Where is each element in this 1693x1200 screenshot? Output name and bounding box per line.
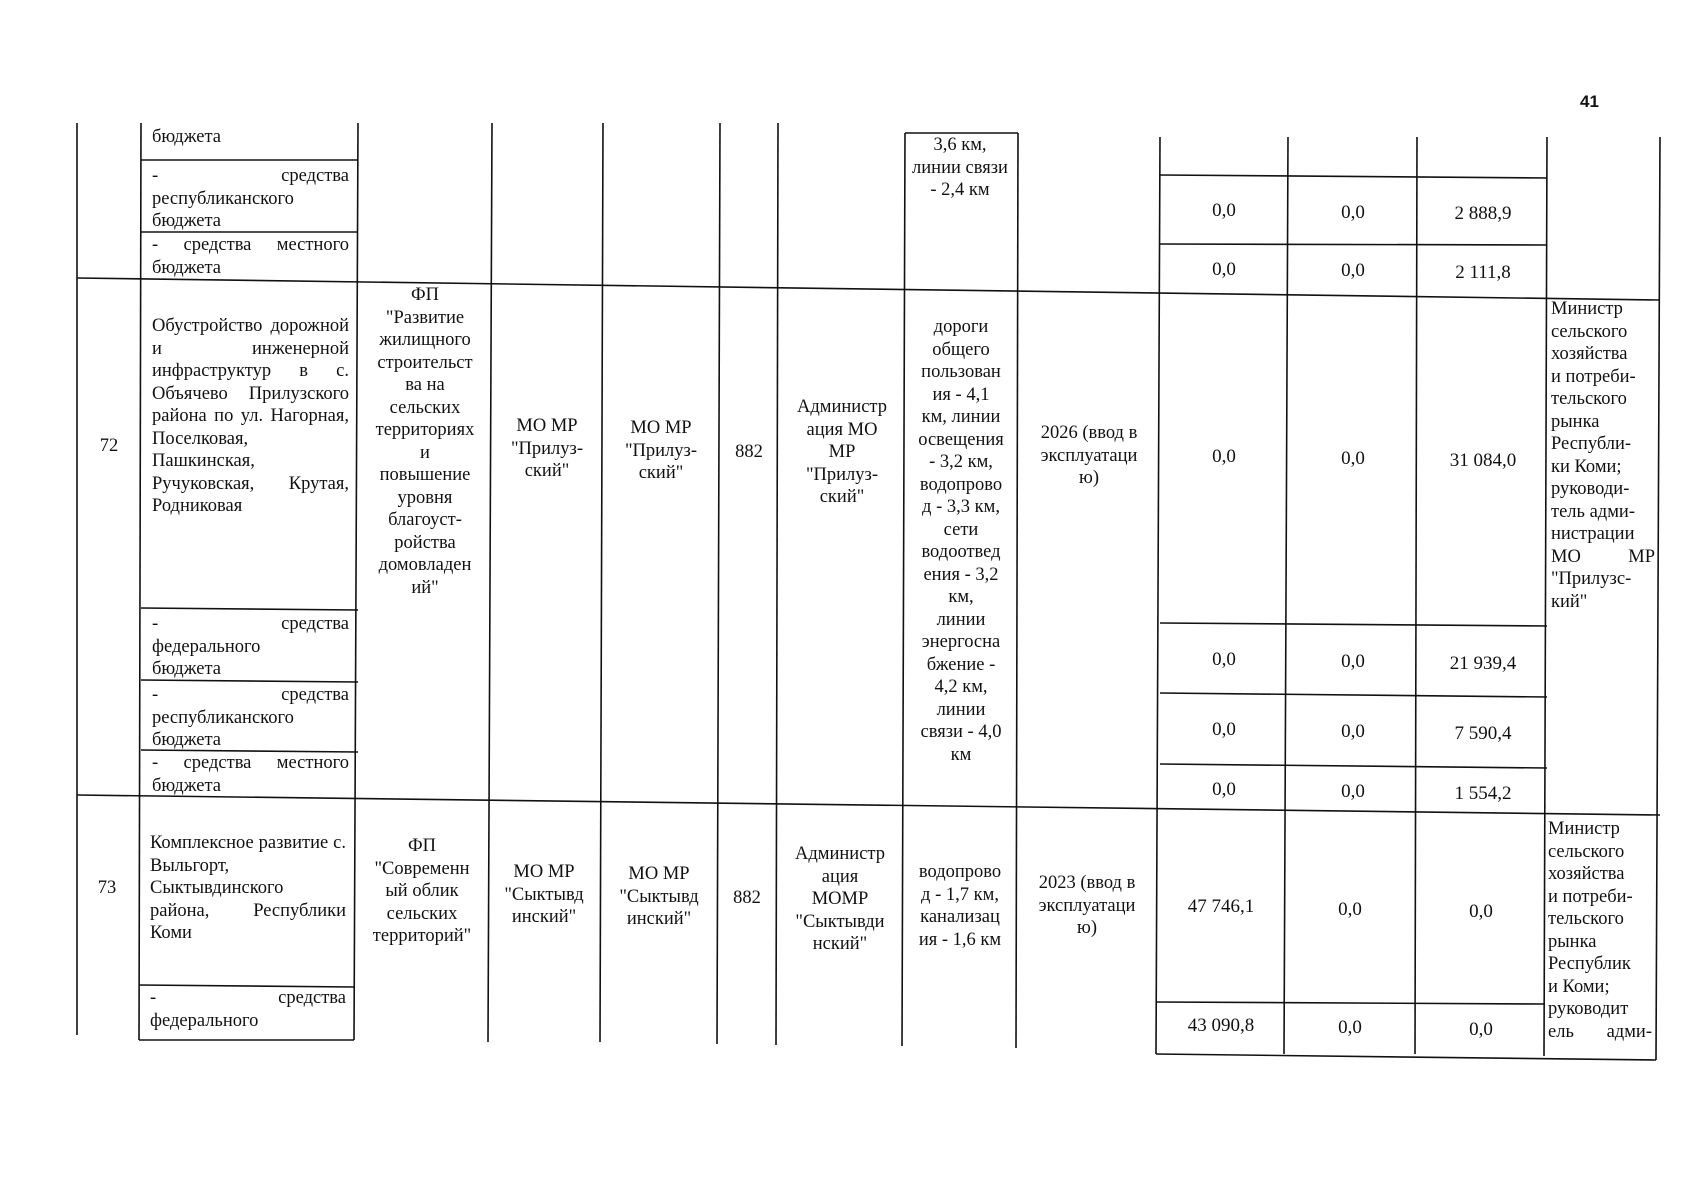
row72-description: Обустройство дорожной и инженерной инфраструктур в с. Объячево Прилузского района по ул. Нагорная, Поселковая, Пашкинская, Ручуковская, Крутая, Родниковая xyxy=(152,316,349,516)
row73-municipality-2: МО МР "Сыктывд инский" xyxy=(619,864,699,929)
row73-responsible: Министр сельского хозяйства и потреби- тельского рынка Республик и Коми; руководит ель адми- xyxy=(1548,819,1652,1042)
row72-indicators: дороги общего пользован ия - 4,1 км, линии освещения - 3,2 км, водопрово д - 3,3 км, сети водоотвед ения - 3,2 км, линии энергосна бжение - 4,2 км, линии связи - 4,0 км xyxy=(918,317,1004,765)
prev-local-budget-label: - средства местного бюджета xyxy=(152,235,349,278)
prev-rep-value-3: 2 888,9 xyxy=(1454,203,1512,224)
row72-total-value-1: 0,0 xyxy=(1212,446,1236,467)
row72-fed-label: - средства федерального бюджета xyxy=(152,614,349,679)
label-line: - средства xyxy=(152,166,349,186)
row73-deadline: 2023 (ввод в эксплуатаци ю) xyxy=(1038,873,1136,938)
row72-local-value-1: 0,0 xyxy=(1212,779,1236,800)
row72-local-value-3: 1 554,2 xyxy=(1454,783,1512,804)
row73-indicators: водопрово д - 1,7 км, канализац ия - 1,6 км xyxy=(918,862,1002,950)
row72-customer: Администр ация МО МР "Прилуз- ский" xyxy=(797,397,887,507)
row73-total-value-3: 0,0 xyxy=(1469,901,1493,922)
prev-local-value-1: 0,0 xyxy=(1212,259,1236,280)
row73-code: 882 xyxy=(733,888,761,908)
row72-deadline: 2026 (ввод в эксплуатаци ю) xyxy=(1040,423,1138,488)
row72-rep-value-2: 0,0 xyxy=(1341,721,1365,742)
row72-municipality-1: МО МР "Прилуз- ский" xyxy=(510,416,583,481)
row72-local-label: - средства местного бюджета xyxy=(152,753,349,796)
page-number: 41 xyxy=(1580,92,1599,111)
row72-code: 882 xyxy=(735,442,763,462)
prev-rep-budget-label: - средства республиканского бюджета xyxy=(152,166,349,231)
row72-program: ФП "Развитие жилищного строительст ва на сельских территориях и повышение уровня благоуст- ройства домовладен ий" xyxy=(375,285,475,598)
row73-description: Комплексное развитие с. Выльгорт, Сыктывдинского района, Республики Коми xyxy=(150,833,346,943)
row72-rep-label: - средства республиканского бюджета xyxy=(152,685,349,750)
row73-program: ФП "Современн ый облик сельских территорий" xyxy=(372,836,472,946)
row72-number: 72 xyxy=(99,436,119,456)
row73-fed-value-1: 43 090,8 xyxy=(1187,1015,1255,1036)
row73-number: 73 xyxy=(97,878,117,898)
row73-fed-value-3: 0,0 xyxy=(1469,1019,1493,1040)
row72-total-value-2: 0,0 xyxy=(1341,448,1365,469)
row73-total-value-2: 0,0 xyxy=(1338,899,1362,920)
row73-fed-label: - средства федерального xyxy=(150,988,346,1031)
prev-desc-tail: бюджета xyxy=(152,127,221,147)
prev-indicators-tail: 3,6 км, линии связи - 2,4 км xyxy=(912,135,1008,200)
row72-fed-value-3: 21 939,4 xyxy=(1449,653,1517,674)
prev-local-value-3: 2 111,8 xyxy=(1455,262,1511,283)
row72-total-value-3: 31 084,0 xyxy=(1449,450,1517,471)
prev-local-value-2: 0,0 xyxy=(1341,260,1365,281)
row73-total-value-1: 47 746,1 xyxy=(1187,896,1255,917)
row72-local-value-2: 0,0 xyxy=(1341,781,1365,802)
row73-fed-value-2: 0,0 xyxy=(1338,1017,1362,1038)
row72-rep-value-3: 7 590,4 xyxy=(1454,723,1512,744)
prev-rep-value-1: 0,0 xyxy=(1212,200,1236,221)
row72-rep-value-1: 0,0 xyxy=(1212,719,1236,740)
row72-responsible: Министр сельского хозяйства и потреби- тельского рынка Республи- ки Коми; руководи- тель адми- нистрации МО МР "Прилузс- кий" xyxy=(1551,299,1655,612)
row72-fed-value-1: 0,0 xyxy=(1212,649,1236,670)
row73-municipality-1: МО МР "Сыктывд инский" xyxy=(504,862,584,927)
row73-customer: Администр ация МОМР "Сыктывди нский" xyxy=(795,844,885,954)
row72-fed-value-2: 0,0 xyxy=(1341,651,1365,672)
prev-rep-value-2: 0,0 xyxy=(1341,202,1365,223)
row72-municipality-2: МО МР "Прилуз- ский" xyxy=(624,418,697,483)
